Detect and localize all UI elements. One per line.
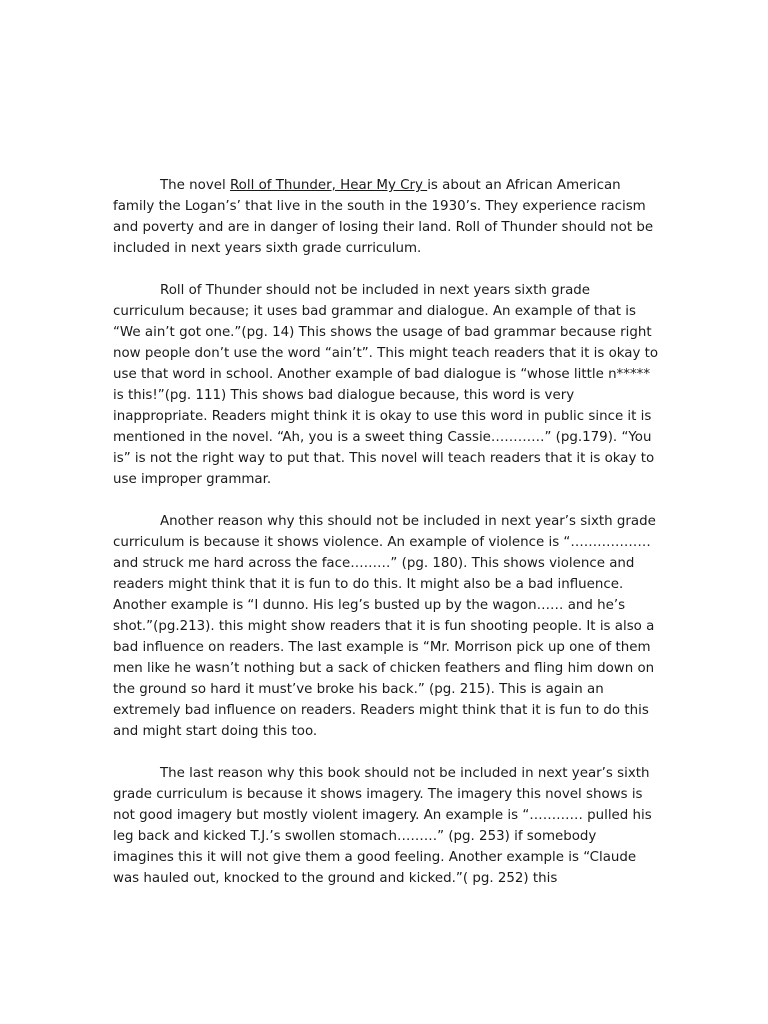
intro-text-before-title: The novel <box>160 178 230 193</box>
paragraph-intro <box>113 175 661 259</box>
paragraph-grammar: Roll of Thunder should not be included in next years sixth grade curriculum because; it uses bad grammar and dialogue. An example of that is “We ain’t got one.”(pg. 14) This shows the usage of bad grammar because right now people don’t use the word “ain’t”. This might teach readers that it is okay to use that word in school. Another example of bad dialogue is “whose little n***** is this!”(pg. 111) This shows bad dialogue because, this word is very inappropriate. Readers might think it is okay to use this word in public since it is mentioned in the novel. “Ah, you is a sweet thing Cassie…………” (pg.179). “You is” is not the right way to put that. This novel will teach readers that it is okay to use improper grammar. <box>113 283 659 487</box>
novel-title: Roll of Thunder, Hear My Cry <box>229 178 428 193</box>
essay-body <box>113 175 661 910</box>
paragraph-imagery: The last reason why this book should not be included in next year’s sixth grade curriculum is because it shows imagery. The imagery this novel shows is not good imagery but mostly violent imagery. An example is “………… pulled his leg back and kicked T.J.’s swollen stomach………” (pg. 253) if somebody imagines this it will not give them a good feeling. Another example is “Claude was hauled out, knocked to the ground and kicked.”( pg. 252) this <box>113 766 652 886</box>
intro-text-after-title: is about an African American family the Logan’s’ that live in the south in the 1930’s. They experience racism and poverty and are in danger of losing their land. Roll of Thunder should not be included in next years sixth grade curriculum. <box>113 178 654 256</box>
paragraph-violence: Another reason why this should not be included in next year’s sixth grade curriculum is because it shows violence. An example of violence is “……………… and struck me hard across the face………” (pg. 180). This shows violence and readers might think that it is fun to do this. It might also be a bad influence. Another example is “I dunno. His leg’s busted up by the wagon…… and he’s shot.”(pg.213). this might show readers that it is fun shooting people. It is also a bad influence on readers. The last example is “Mr. Morrison pick up one of them men like he wasn’t nothing but a sack of chicken feathers and fling him down on the ground so hard it must’ve broke his back.” (pg. 215). This is again an extremely bad influence on readers. Readers might think that it is fun to do this and might start doing this too. <box>113 514 656 739</box>
